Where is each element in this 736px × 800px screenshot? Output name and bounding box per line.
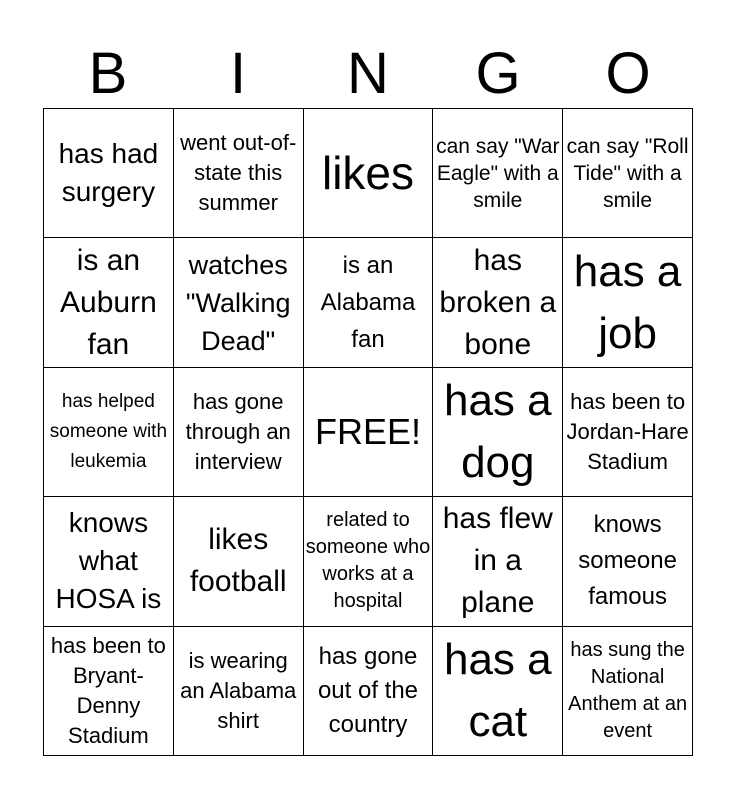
bingo-cell[interactable] [433,368,563,497]
cell-text: has gone out of the country [317,642,419,738]
header-letter-i: I [229,41,247,106]
cell-text: has a job [573,246,682,358]
cell-text: knows what HOSA is [55,507,162,615]
cell-text: has been to Bryant-Denny Stadium [50,632,166,748]
cell-text: knows someone famous [578,511,677,611]
bingo-cell[interactable] [44,627,174,756]
bingo-cell[interactable] [433,238,563,367]
bingo-cell[interactable] [304,238,434,367]
bingo-cell[interactable] [563,109,693,238]
bingo-cell[interactable] [44,497,174,626]
bingo-cell[interactable] [563,627,693,756]
cell-text: has broken a bone [439,243,557,361]
header-letter-o: O [605,41,651,106]
cell-text: has a cat [443,634,552,746]
cell-text: can say "Roll Tide" with a smile [566,134,689,212]
bingo-cell[interactable] [304,497,434,626]
bingo-cell[interactable] [304,627,434,756]
cell-text: went out-of-state this summer [180,130,297,216]
cell-text: is an Alabama fan [320,252,416,354]
cell-text: is wearing an Alabama shirt [180,647,297,733]
bingo-cell[interactable] [44,368,174,497]
bingo-header [43,40,693,108]
bingo-cell[interactable] [174,627,304,756]
bingo-grid [43,108,693,756]
bingo-cell[interactable] [433,627,563,756]
header-letter-g: G [475,41,521,106]
bingo-cell[interactable] [174,368,304,497]
header-letter-n: N [347,41,389,106]
bingo-cell[interactable] [563,238,693,367]
cell-text: related to someone who works at a hospital [305,509,431,613]
bingo-cell[interactable] [174,497,304,626]
cell-text: likes football [189,523,287,599]
bingo-cell[interactable] [304,109,434,238]
bingo-cell[interactable] [563,368,693,497]
bingo-cell[interactable] [433,109,563,238]
bingo-cell[interactable] [174,109,304,238]
cell-text: has helped someone with leukemia [49,390,168,472]
cell-text: has sung the National Anthem at an event [568,638,688,742]
cell-text: has gone through an interview [185,388,291,474]
bingo-cell[interactable] [304,368,434,497]
bingo-cell[interactable] [174,238,304,367]
cell-text: is an Auburn fan [60,243,157,361]
bingo-cell[interactable] [44,109,174,238]
bingo-cell[interactable] [563,497,693,626]
cell-text: can say "War Eagle" with a smile [436,134,560,212]
cell-text: has been to Jordan-Hare Stadium [566,388,689,474]
bingo-cell[interactable] [44,238,174,367]
cell-text: watches "Walking Dead" [185,249,291,356]
header-letter-b: B [88,41,128,106]
cell-text: likes [321,147,414,200]
cell-text: FREE! [314,410,421,452]
cell-text: has a dog [443,375,552,487]
cell-text: has flew in a plane [442,502,553,620]
bingo-cell[interactable] [433,497,563,626]
cell-text: has had surgery [58,138,159,208]
